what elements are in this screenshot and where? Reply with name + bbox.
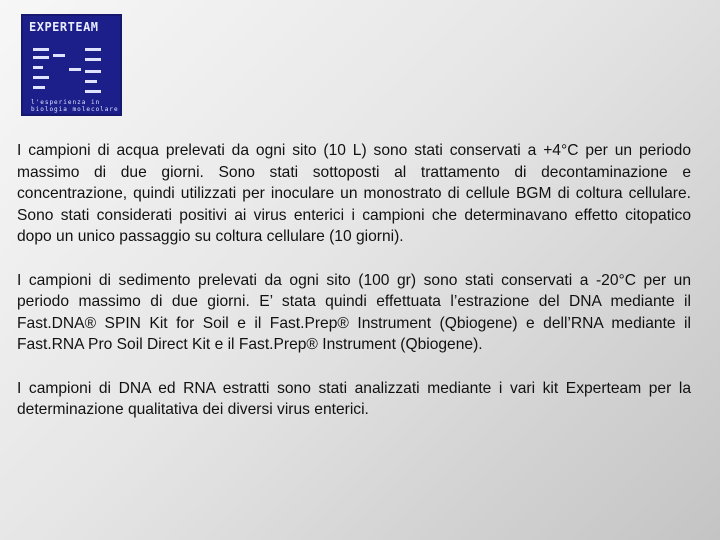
paragraph-dna-rna-analysis: I campioni di DNA ed RNA estratti sono stati analizzati mediante i vari kit Experteam per la determinazione qualitativa dei diversi virus enterici. <box>17 379 691 418</box>
gel-band <box>85 70 101 73</box>
paragraph-sediment-samples: I campioni di sedimento prelevati da ogni sito (100 gr) sono stati conservati a -20°C per un periodo massimo di due giorni. E’ stata quindi effettuata l’estrazione del DNA mediante il Fast.DNA® SPIN Kit for Soil e il Fast.Prep® Instrument (Qbiogene) e dell’RNA mediante il Fast.RNA Pro Soil Direct Kit e il Fast.Prep® Instrument (Qbiogene). <box>17 271 691 353</box>
gel-band <box>33 48 49 51</box>
gel-band <box>69 68 81 71</box>
experteam-logo <box>21 14 122 116</box>
body-text <box>17 140 691 443</box>
gel-band <box>85 48 101 51</box>
logo-subtitle-line1: l'esperienza in <box>31 99 101 106</box>
gel-band <box>33 56 49 59</box>
logo-subtitle <box>31 99 119 113</box>
logo-subtitle-line2: biologia molecolare <box>31 106 119 113</box>
gel-bands-graphic <box>33 48 113 100</box>
gel-band <box>33 86 45 89</box>
logo-title: EXPERTEAM <box>29 20 99 34</box>
gel-band <box>33 66 43 69</box>
gel-band <box>33 76 49 79</box>
gel-band <box>85 90 101 93</box>
gel-band <box>85 80 97 83</box>
paragraph-water-samples: I campioni di acqua prelevati da ogni sito (10 L) sono stati conservati a +4°C per un periodo massimo di due giorni. Sono stati sottoposti al trattamento di decontaminazione e concentrazione, quindi utilizzati per inoculare un monostrato di cellule BGM di coltura cellulare. Sono stati considerati positivi ai virus enterici i campioni che determinavano effetto citopatico dopo un unico passaggio su coltura cellulare (10 giorni). <box>17 142 691 245</box>
gel-band <box>53 54 65 57</box>
gel-band <box>85 58 101 61</box>
